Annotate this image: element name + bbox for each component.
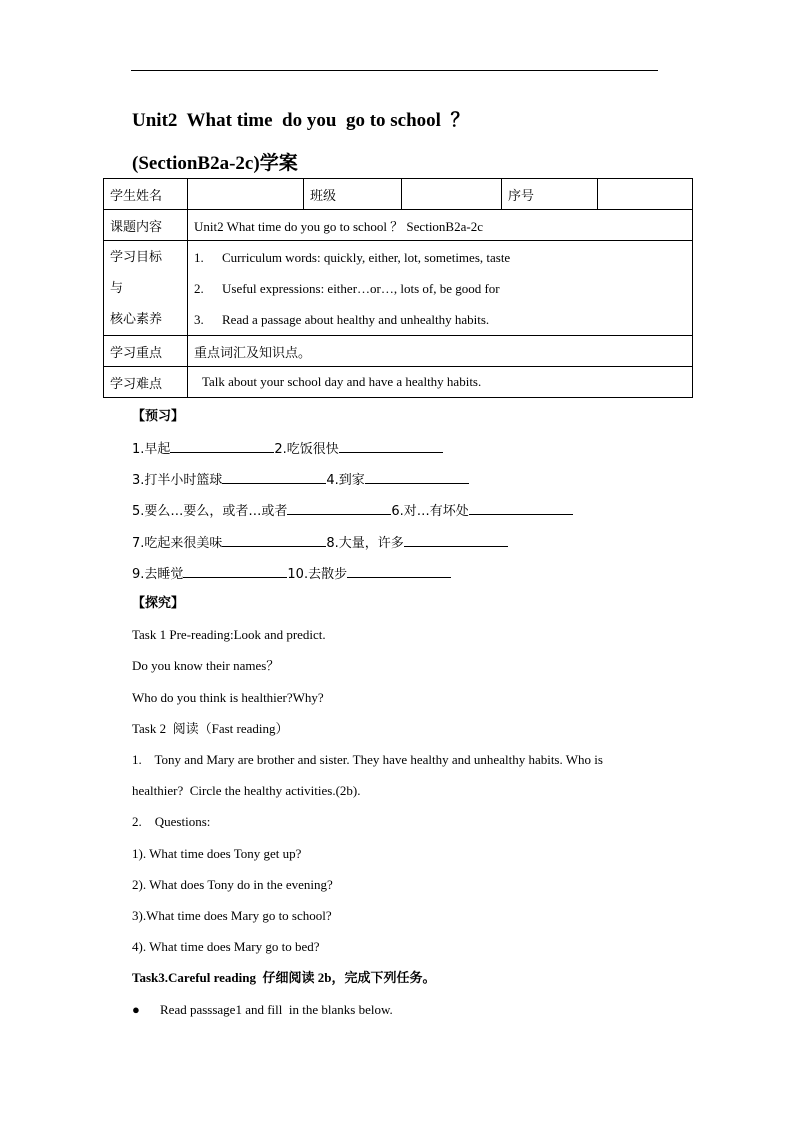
goal-item: 2. Useful expressions: either…or…, lots of, be good for (194, 280, 500, 296)
question-names: Do you know their names？ (132, 658, 280, 673)
seat-number-field[interactable] (598, 179, 693, 210)
answer-blank[interactable] (404, 533, 508, 547)
key-points-value: 重点词汇及知识点。 (188, 336, 693, 367)
answer-blank[interactable] (339, 439, 443, 453)
topic-label: 课题内容 (104, 210, 188, 241)
class-field[interactable] (402, 179, 502, 210)
answer-blank[interactable] (222, 533, 326, 547)
difficulty-value: Talk about your school day and have a healthy habits. (188, 367, 693, 398)
table-row (104, 210, 693, 241)
preview-row: 7.吃起来很美味 8.大量，许多 (132, 533, 508, 553)
table-row (104, 367, 693, 398)
task2-title: Task 2 阅读（Fast reading） (132, 721, 289, 736)
explore-heading: 【探究】 (132, 596, 185, 611)
task1-title: Task 1 Pre-reading:Look and predict. (132, 627, 326, 642)
task2-item1-line1: 1. Tony and Mary are brother and sister. They have healthy and unhealthy habits. Who is (132, 752, 603, 767)
table-row (104, 241, 693, 336)
seat-number-label: 序号 (502, 179, 598, 210)
goals-label: 学习目标 与 核心素养 (104, 241, 188, 336)
question-item: 2). What does Tony do in the evening? (132, 877, 333, 892)
answer-blank[interactable] (365, 470, 469, 484)
answer-blank[interactable] (222, 470, 326, 484)
class-label: 班级 (304, 179, 402, 210)
answer-blank[interactable] (170, 439, 274, 453)
page-title: Unit2 What time do you go to school ？ (132, 110, 470, 131)
preview-heading: 【预习】 (132, 409, 185, 424)
page-subtitle: (SectionB2a-2c)学案 (132, 153, 298, 174)
table-row (104, 179, 693, 210)
preview-row: 9.去睡觉 10.去散步 (132, 564, 451, 584)
answer-blank[interactable] (183, 564, 287, 578)
task2-item2: 2. Questions: (132, 814, 211, 829)
difficulty-label: 学习难点 (104, 367, 188, 398)
key-points-label: 学习重点 (104, 336, 188, 367)
preview-row: 1.早起 2.吃饭很快 (132, 439, 443, 459)
task3-title: Task3.Careful reading 仔细阅读 2b，完成下列任务。 (132, 970, 436, 985)
task2-item1-line2: healthier? Circle the healthy activities.(2b). (132, 783, 361, 798)
question-item: 4). What time does Mary go to bed? (132, 939, 320, 954)
student-name-field[interactable] (188, 179, 304, 210)
goal-item: 3. Read a passage about healthy and unhealthy habits. (194, 311, 490, 327)
bullet-item: ● Read passsage1 and fill in the blanks below. (132, 1002, 393, 1017)
answer-blank[interactable] (287, 501, 391, 515)
question-item: 3).What time does Mary go to school? (132, 908, 332, 923)
answer-blank[interactable] (469, 501, 573, 515)
preview-row: 3.打半小时篮球 4.到家 (132, 470, 469, 490)
goals-list (188, 241, 693, 336)
preview-row: 5.要么…要么，或者…或者 6.对…有坏处 (132, 501, 573, 521)
info-table (103, 178, 693, 398)
question-item: 1). What time does Tony get up? (132, 846, 302, 861)
student-name-label: 学生姓名 (104, 179, 188, 210)
question-healthier: Who do you think is healthier?Why? (132, 690, 324, 705)
table-row (104, 336, 693, 367)
goal-item: 1. Curriculum words: quickly, either, lot, sometimes, taste (194, 249, 511, 265)
header-rule (131, 70, 658, 71)
topic-value: Unit2 What time do you go to school ？ SectionB2a-2c (188, 210, 693, 241)
answer-blank[interactable] (347, 564, 451, 578)
bullet-icon: ● (132, 1002, 140, 1017)
